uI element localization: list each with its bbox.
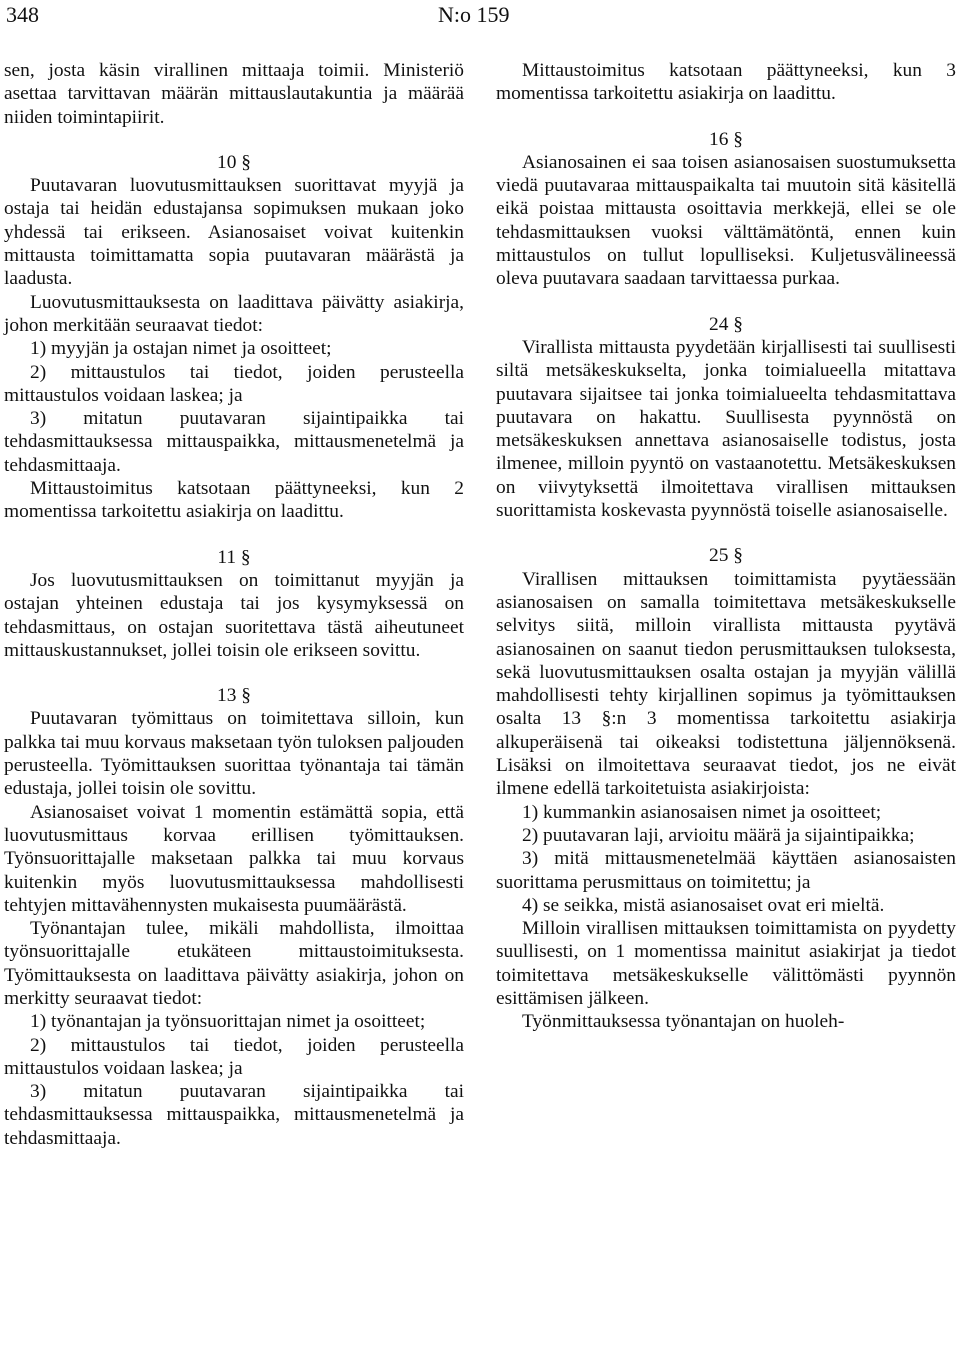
paragraph: Virallisen mittauksen toimittamista pyytäessään asianosaisen on samalla toimitettava metsäkeskukselle selvitys siitä, milloin virallista mittausta pyytävä asianosainen on saanut tiedon perusmittauksen tuloksesta, sekä luovutusmittauksen osalta ostajan ja myyjän välillä mahdollisesti tehty kirjallinen sopimus ja työmittauksen osalta 13 §:n 3 momentissa tarkoitettu asiakirja alkuperäisenä tai oikeaksi todistettuna jäljennöksenä. Lisäksi on ilmoitettava seuraavat tiedot, jos ne eivät ilmene edellä tarkoitetuista asiakirjoista: bbox=[496, 568, 956, 800]
paragraph: 2) mittaustulos tai tiedot, joiden perusteella mittaustulos voidaan laskea; ja bbox=[4, 361, 464, 406]
section-heading: 16 § bbox=[709, 128, 743, 150]
section-heading: 25 § bbox=[709, 545, 743, 567]
paragraph: 3) mitä mittausmenetelmää käyttäen asianosaisten suorittama perusmittaus on toimitettu; ja bbox=[496, 848, 956, 893]
paragraph: Asianosainen ei saa toisen asianosaisen suostumuksetta viedä puutavaraa mittauspaikalta tai muutoin sitä käsitellä eikä poistaa mittausta osoittavia merkkejä, ellei se ole tehdasmittauksen vuoksi välttämätöntä, ennen kuin mittaustulos on tullut lopulliseksi. Kuljetusvälineessä oleva puutavara saadaan tarvittaessa purkaa. bbox=[496, 151, 956, 290]
paragraph: Milloin virallisen mittauksen toimittamista on pyydetty suullisesti, on 1 momentissa mainitut asiakirjat ja tiedot toimitettava metsäkeskukselle välittömästi pyynnön esittämisen jälkeen. bbox=[496, 918, 956, 1009]
section-heading: 11 § bbox=[217, 546, 251, 568]
section-heading: 13 § bbox=[217, 685, 251, 707]
paragraph: Luovutusmittauksesta on laadittava päivätty asiakirja, johon merkitään seuraavat tiedot: bbox=[4, 291, 464, 336]
paragraph: 3) mitatun puutavaran sijaintipaikka tai tehdasmittauksessa mittauspaikka, mittausmenetelmä ja tehdasmittaaja. bbox=[4, 408, 464, 476]
paragraph: sen, josta käsin virallinen mittaaja toimii. Ministeriö asettaa tarvittavan määrän mittauslautakuntia ja määrää niiden toimintapiirit. bbox=[4, 60, 464, 128]
paragraph: Työnantajan tulee, mikäli mahdollista, ilmoittaa työnsuorittajalle etukäteen mittaustoimituksesta. Työmittauksesta on laadittava päivätty asiakirja, johon on merkitty seuraavat tiedot: bbox=[4, 918, 464, 1009]
paragraph: Puutavaran luovutusmittauksen suorittavat myyjä ja ostaja tai heidän edustajansa sopimuksen mukaan joko yhdessä tai erikseen. Asianosaiset voivat kuitenkin mittausta toimittamatta sopia puutavaran määrästä ja laadusta. bbox=[4, 175, 464, 290]
section-heading: 24 § bbox=[709, 313, 743, 335]
paragraph: 2) mittaustulos tai tiedot, joiden perusteella mittaustulos voidaan laskea; ja bbox=[4, 1034, 464, 1079]
section-heading: 10 § bbox=[217, 151, 251, 173]
paragraph: Asianosaiset voivat 1 momentin estämättä sopia, että luovutusmittaus korvaa erillisen työmittauksen. Työnsuorittajalle maksetaan palkka tai muu korvaus kuitenkin myös luovutusmittauksessa mahdollisesti tehtyjen mittavähennysten mukaisesta puumäärästä. bbox=[4, 801, 464, 916]
page-number: 348 bbox=[6, 2, 39, 27]
paragraph: Puutavaran työmittaus on toimitettava silloin, kun palkka tai muu korvaus maksetaan työn tuloksen paljouden perusteella. Työmittauksen suorittaa työnantaja tai tämän edustaja, jollei toisin ole sovittu. bbox=[4, 708, 464, 800]
paragraph: Jos luovutusmittauksen on toimittanut myyjän ja ostajan yhteinen edustaja tai jos kysymyksessä on tehdasmittaus, on ostajan suoritettava tästä aiheutuneet mittauskustannukset, jollei toisin ole erikseen sovittu. bbox=[4, 569, 464, 661]
paragraph: 4) se seikka, mistä asianosaiset ovat eri mieltä. bbox=[522, 894, 885, 916]
right-column bbox=[496, 59, 956, 1034]
paragraph: 2) puutavaran laji, arvioitu määrä ja sijaintipaikka; bbox=[522, 824, 915, 846]
paragraph: Mittaustoimitus katsotaan päättyneeksi, kun 3 momentissa tarkoitettu asiakirja on laadittu. bbox=[496, 60, 956, 105]
paragraph: 1) myyjän ja ostajan nimet ja osoitteet; bbox=[30, 338, 332, 360]
paragraph: Mittaustoimitus katsotaan päättyneeksi, kun 2 momentissa tarkoitettu asiakirja on laadittu. bbox=[4, 478, 464, 523]
left-column bbox=[4, 59, 464, 1150]
paragraph: Virallista mittausta pyydetään kirjallisesti tai suullisesti siltä metsäkeskukselta, jonka toimialueella mitattava puutavara sijaitsee tai jonka toimialueelta tehdasmitattava puutavara on hakattu. Suullisesta pyynnöstä on metsäkeskuksen annettava asianosaiselle todistus, josta ilmenee, milloin pyyntö on vastaanotettu. Metsäkeskuksen on viivytyksettä ilmoitettava virallisen mittauksen suorittamista koskevasta pyynnöstä toiselle asianosaiselle. bbox=[496, 336, 956, 522]
paragraph: Työnmittauksessa työnantajan on huoleh- bbox=[522, 1011, 845, 1033]
paragraph: 3) mitatun puutavaran sijaintipaikka tai tehdasmittauksessa mittauspaikka, mittausmenetelmä ja tehdasmittaaja. bbox=[4, 1081, 464, 1149]
issue-number: N:o 159 bbox=[438, 2, 510, 27]
page-header bbox=[0, 0, 960, 40]
paragraph: 1) työnantajan ja työnsuorittajan nimet ja osoitteet; bbox=[30, 1011, 426, 1033]
paragraph: 1) kummankin asianosaisen nimet ja osoitteet; bbox=[522, 801, 882, 823]
